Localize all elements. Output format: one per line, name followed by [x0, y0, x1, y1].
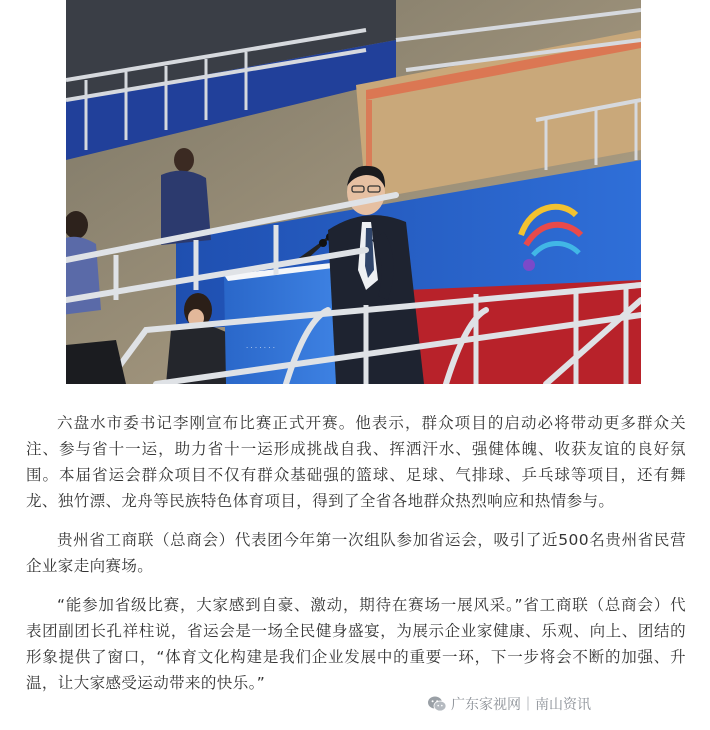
paragraph-opening: 六盘水市委书记李刚宣布比赛正式开赛。他表示，群众项目的启动必将带动更多群众关注、参与省十一运，助力省十一运形成挑战自我、挥洒汗水、强健体魄、收获友谊的良好氛围。本届省运会群众项目不仅有群众基础强的篮球、足球、气排球、乒乓球等项目，还有舞龙、独竹漂、龙舟等民族特色体育项目，得到了全省各地群众热烈响应和热情参与。 — [26, 414, 686, 510]
wechat-icon — [427, 695, 447, 713]
event-photo — [66, 0, 641, 384]
paragraph-federation: 贵州省工商联（总商会）代表团今年第一次组队参加省运会，吸引了近500名贵州省民营企业家走向赛场。 — [26, 531, 686, 575]
article-body — [26, 410, 686, 696]
paragraph-quote: “能参加省级比赛，大家感到自豪、激动，期待在赛场一展风采。”省工商联（总商会）代表团副团长孔祥柱说，省运会是一场全民健身盛宴，为展示企业家健康、乐观、向上、团结的形象提供了窗口，“体育文化构建是我们企业发展中的重要一环，下一步将会不断的加强、升温，让大家感受运动带来的快乐。” — [26, 596, 686, 692]
source-watermark — [425, 692, 597, 716]
watermark-text: 广东家视网｜南山资讯 — [451, 697, 591, 713]
speaker-podium-scene — [66, 0, 641, 384]
svg-text:· · · · · · ·: · · · · · · · — [246, 344, 275, 352]
